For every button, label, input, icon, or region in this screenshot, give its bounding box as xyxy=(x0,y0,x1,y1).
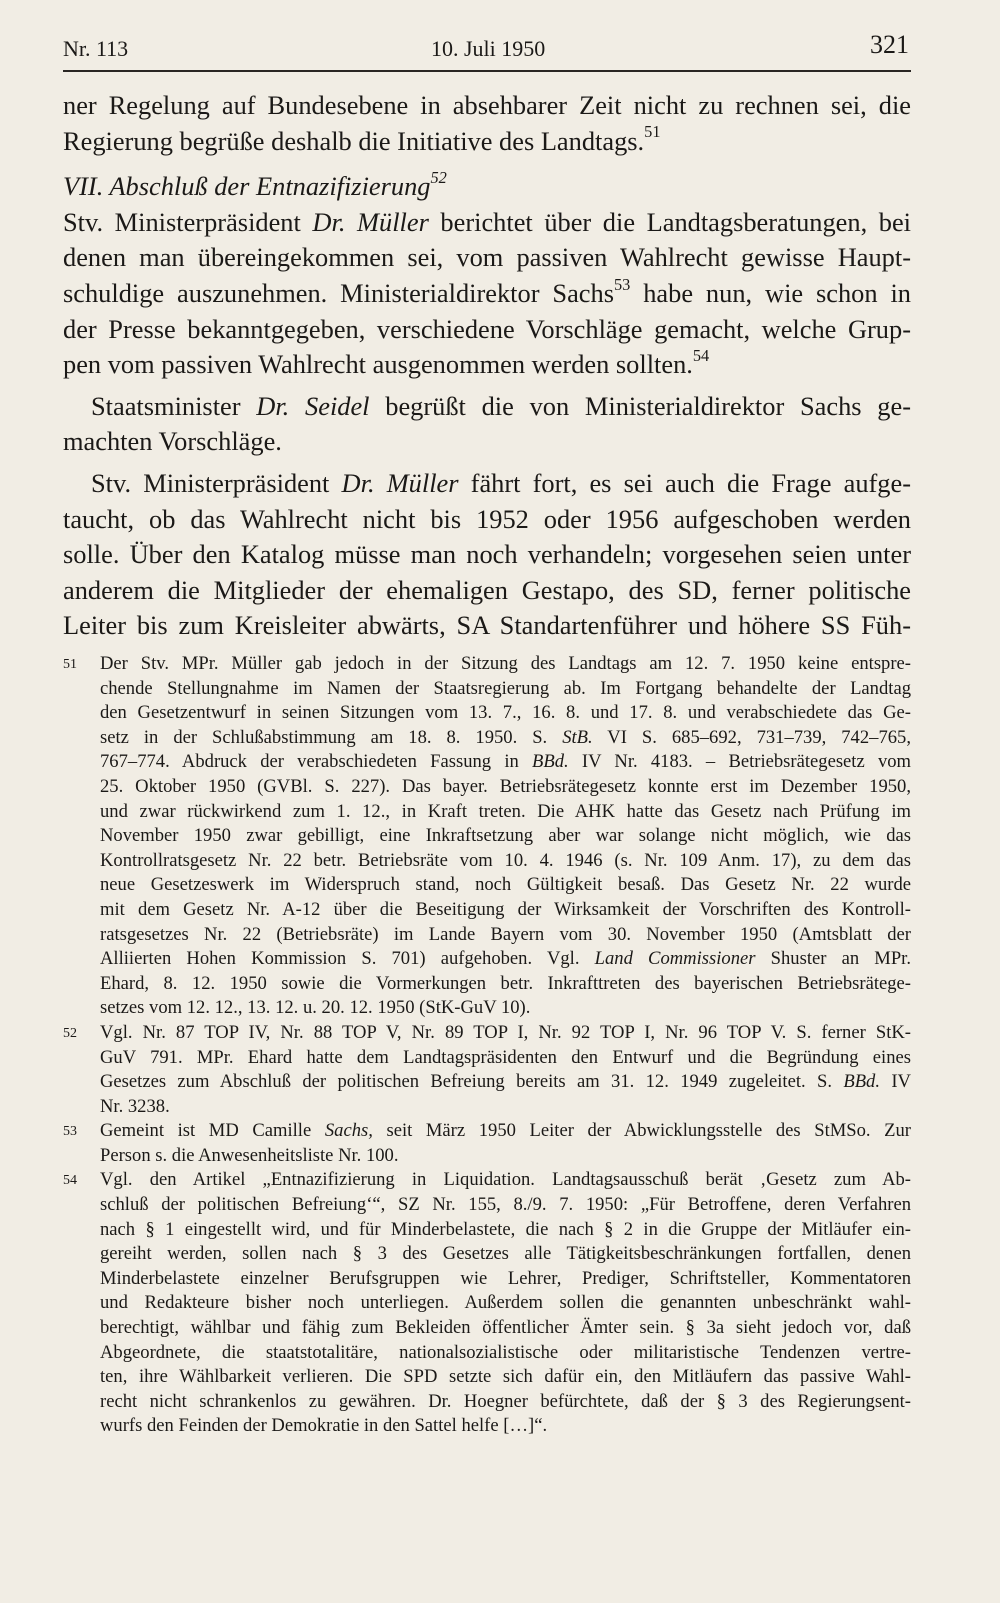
section-heading: VII. Abschluß der Entnazifizierung$^{52}$ xyxy=(63,167,447,202)
footnote-line: November 1950 zwar gebilligt, eine Inkraftsetzung aber war solange nicht möglich, wie das xyxy=(100,825,911,847)
footnote-line: und zwar rückwirkend zum 1. 12., in Kraft treten. Die AHK hatte das Gesetz nach Prüfung im xyxy=(100,800,911,822)
person-name: Müller xyxy=(357,206,429,237)
footnote-51 xyxy=(63,652,911,1021)
text-line: der Presse bekanntgegeben, verschiedene Vorschläge gemacht, welche Grup- xyxy=(63,313,911,344)
text-line: Regierung begrüße deshalb die Initiative des Landtags.$^{51}$ xyxy=(63,122,661,156)
text-line: solle. Über den Katalog müsse man noch verhandeln; vorgesehen seien unter xyxy=(63,539,911,570)
footnote-line: Vgl. Nr. 87 TOP IV, Nr. 88 TOP V, Nr. 89 TOP I, Nr. 92 TOP I, Nr. 96 TOP V. S. ferner StK- xyxy=(100,1021,911,1043)
footnote-line: neue Gesetzeswerk im Widerspruch stand, noch Gültigkeit besaß. Das Gesetz Nr. 22 wurde xyxy=(100,874,911,896)
footnote-line: und Redakteure bisher noch unterliegen. Außerdem sollen die genannten unbeschränkt wahl- xyxy=(100,1292,911,1314)
footnote-53 xyxy=(63,1119,911,1168)
text-line: schuldige auszunehmen. Ministerialdirektor Sachs$^{53}$ habe nun, wie schon in xyxy=(63,274,911,308)
footnote-ref[interactable]: 52 xyxy=(430,167,447,187)
footnote-line: Alliierten Hohen Kommission S. 701) aufgehoben. Vgl. Land Commissioner Shuster an MPr. xyxy=(100,948,911,970)
footnote-number: 53 xyxy=(63,1124,77,1140)
text-line: denen man übereingekommen sei, vom passiven Wahlrecht gewisse Haupt- xyxy=(63,242,911,273)
page-number: 321 xyxy=(870,30,909,59)
text-line: anderem die Mitglieder der ehemaligen Gestapo, des SD, ferner politische xyxy=(63,574,911,605)
text-line: Leiter bis zum Kreisleiter abwärts, SA Standartenführer und höhere SS Füh- xyxy=(63,610,911,641)
footnote-line: mit dem Gesetz Nr. A-12 über die Beseitigung der Wirksamkeit der Vorschriften des Kontroll- xyxy=(100,898,911,920)
footnote-line: chende Stellungnahme im Namen der Staatsregierung ab. Im Fortgang behandelte der Landtag xyxy=(100,677,911,699)
footnote-line: berechtigt, wählbar und fähig zum Bekleiden öffentlicher Ämter sein. § 3a sieht jedoch vor, daß xyxy=(100,1317,911,1339)
footnotes xyxy=(63,652,911,1439)
footnote-ref[interactable]: 54 xyxy=(692,345,710,365)
footnote-line: Der Stv. MPr. Müller gab jedoch in der Sitzung des Landtags am 12. 7. 1950 keine entspre- xyxy=(100,653,911,674)
footnote-line: gereiht werden, sollen nach § 3 des Gesetzes alle Tätigkeitsbeschränkungen fortfallen, denen xyxy=(100,1243,911,1265)
header-date: 10. Juli 1950 xyxy=(431,36,546,61)
footnote-number: 54 xyxy=(63,1173,77,1189)
footnote-line: 25. Oktober 1950 (GVBl. S. 227). Das bayer. Betriebsrätegesetz konnte erst im Dezember 1950, xyxy=(100,775,911,797)
footnote-line: Kontrollratsgesetz Nr. 22 betr. Betriebsräte vom 10. 4. 1946 (s. Nr. 109 Anm. 17), zu dem das xyxy=(100,849,911,871)
footnote-line: Minderbelastete einzelner Berufsgruppen wie Lehrer, Prediger, Schriftsteller, Kommentatoren xyxy=(100,1267,911,1289)
text-line: Stv. Ministerpräsident Dr. Müller berichtet über die Landtagsberatungen, bei xyxy=(63,206,912,237)
footnote-line: Gesetzes zum Abschluß der politischen Befreiung bereits am 31. 12. 1949 zugeleitet. S. BBd. IV xyxy=(100,1071,911,1093)
footnote-line: den Gesetzentwurf in seinen Sitzungen vom 13. 7., 16. 8. und 17. 8. und verabschiedete das Ge- xyxy=(100,702,911,724)
footnote-line: schluß der politischen Befreiung‘“, SZ Nr. 155, 8./9. 7. 1950: „Für Betroffene, deren Verfahren xyxy=(100,1194,911,1216)
footnote-number: 51 xyxy=(63,657,77,672)
footnote-line: wurfs den Feinden der Demokratie in den Sattel helfe […]“. xyxy=(100,1415,548,1437)
text-line: Stv. Ministerpräsident Dr. Müller fährt fort, es sei auch die Frage aufge- xyxy=(91,467,911,498)
text-line: ner Regelung auf Bundesebene in absehbarer Zeit nicht zu rechnen sei, die xyxy=(63,90,911,120)
footnote-line: Gemeint ist MD Camille Sachs, seit März 1950 Leiter der Abwicklungsstelle des StMSo. Zur xyxy=(100,1120,911,1142)
text-line: machten Vorschläge. xyxy=(63,426,282,457)
footnote-line: Nr. 3238. xyxy=(100,1095,170,1117)
footnote-line: ratsgesetzes Nr. 22 (Betriebsräte) im Lande Bayern vom 30. November 1950 (Amtsblatt der xyxy=(100,923,911,945)
footnote-52 xyxy=(63,1021,911,1119)
person-name: Müller xyxy=(386,467,459,498)
footnote-line: setz in der Schlußabstimmung am 18. 8. 1950. S. StB. VI S. 685–692, 731–739, 742–765, xyxy=(100,726,911,748)
footnote-54 xyxy=(63,1168,911,1439)
footnote-number: 52 xyxy=(63,1025,77,1041)
text-line: taucht, ob das Wahlrecht nicht bis 1952 oder 1956 aufgeschoben werden xyxy=(63,503,911,534)
footnote-line: Ehard, 8. 12. 1950 sowie die Vormerkungen betr. Inkrafttreten des bayerischen Betriebsrätege- xyxy=(100,972,911,994)
footnote-line: setzes vom 12. 12., 13. 12. u. 20. 12. 1950 (StK-GuV 10). xyxy=(100,997,531,1019)
running-header xyxy=(63,30,911,72)
footnote-line: Vgl. den Artikel „Entnazifizierung in Liquidation. Landtagsausschuß berät ‚Gesetz zum Ab- xyxy=(100,1169,911,1191)
footnote-ref[interactable]: 51 xyxy=(644,122,661,142)
footnote-line: recht nicht schrankenlos zu gewähren. Dr. Hoegner befürchtete, daß der § 3 des Regierungsent- xyxy=(100,1390,911,1412)
footnote-ref[interactable]: 53 xyxy=(613,274,631,294)
text-line: Staatsminister Dr. Seidel begrüßt die von Ministerialdirektor Sachs ge- xyxy=(91,390,911,421)
footnote-line: GuV 791. MPr. Ehard hatte dem Landtagspräsidenten den Entwurf und die Begründung eines xyxy=(100,1046,911,1068)
footnote-line: Person s. die Anwesenheitsliste Nr. 100. xyxy=(100,1144,399,1166)
person-name: Seidel xyxy=(305,390,370,421)
footnote-line: ten, ihre Wählbarkeit verlieren. Die SPD setzte sich dafür ein, den Mitläufern das passive Wahl- xyxy=(100,1366,911,1388)
document-number: Nr. 113 xyxy=(63,36,129,61)
text-line: pen vom passiven Wahlrecht ausgenommen werden sollten.$^{54}$ xyxy=(63,345,710,380)
main-text xyxy=(63,88,911,644)
footnote-line: Abgeordnete, die staatstotalitäre, nationalsozialistische oder militaristische Tendenzen vertre- xyxy=(100,1341,911,1363)
footnote-line: 767–774. Abdruck der verabschiedeten Fassung in BBd. IV Nr. 4183. – Betriebsrätegesetz vom xyxy=(100,751,912,773)
footnote-line: nach § 1 eingestellt wird, und für Minderbelastete, die nach § 2 in die Gruppe der Mitläufer ein- xyxy=(100,1218,911,1240)
